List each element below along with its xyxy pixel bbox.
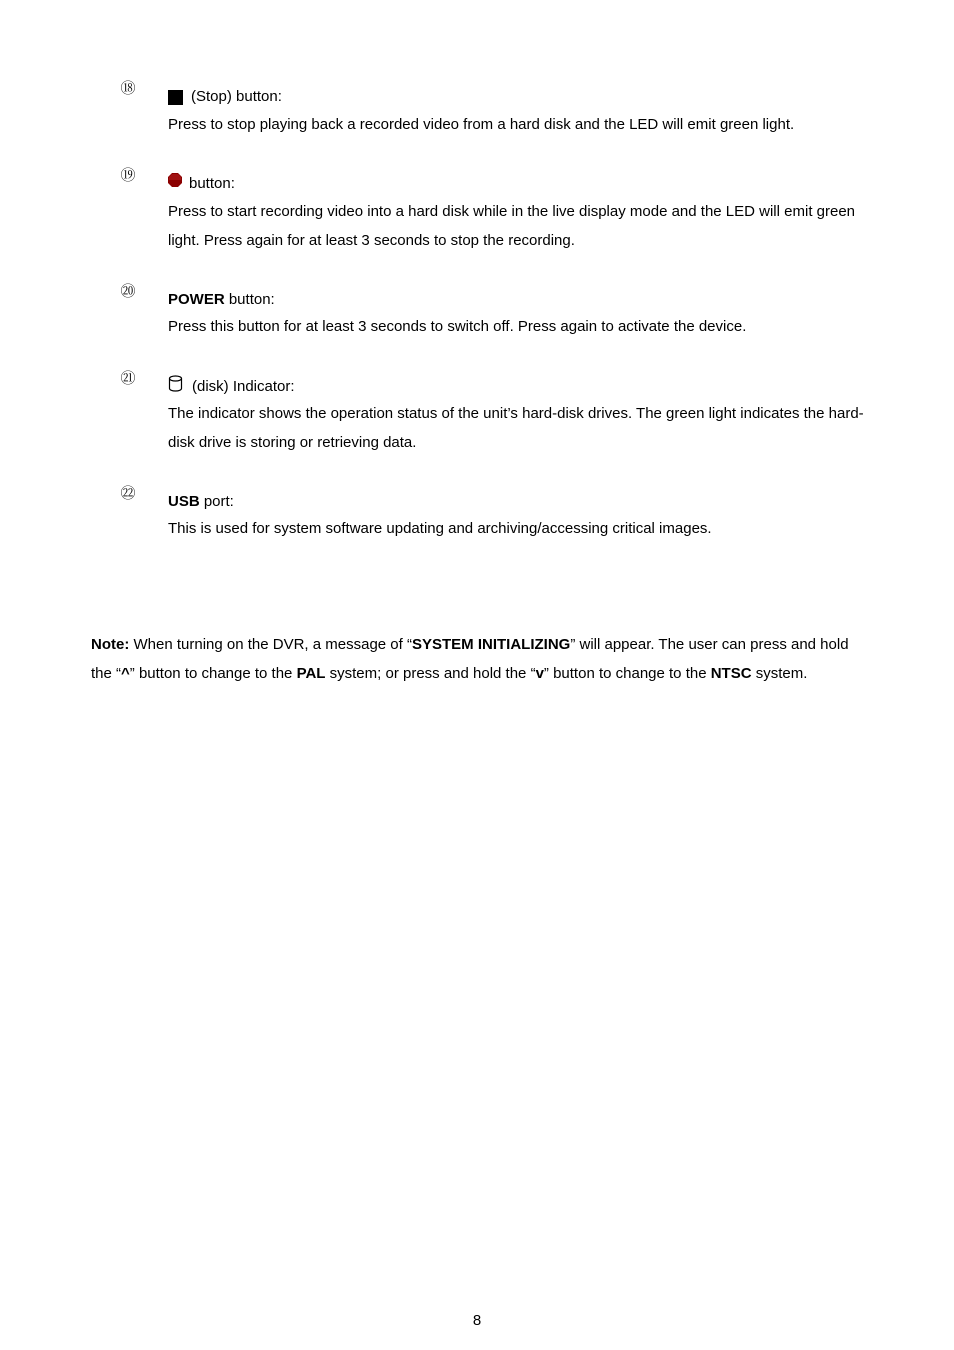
note-bold-pal: PAL xyxy=(296,665,326,682)
note-bold-v: v xyxy=(535,665,544,682)
item-title: button: xyxy=(224,291,275,308)
record-dot-icon xyxy=(168,173,182,187)
item-number: ㉑ xyxy=(120,370,136,387)
item-title: port: xyxy=(199,493,234,510)
item-title: (Stop) button: xyxy=(191,88,282,105)
note-text: ” button to change to the xyxy=(543,665,711,682)
item-number: ⑱ xyxy=(120,80,136,97)
item-title: (disk) Indicator: xyxy=(192,378,295,395)
item-description: Press to start recording video into a hard disk while in the live display mode and the LED will emit green light. Press again for at least 3 seconds to stop the recording. xyxy=(168,203,856,249)
note-paragraph xyxy=(91,630,871,688)
item-description: Press this button for at least 3 seconds to switch off. Press again to activate the device. xyxy=(168,318,747,335)
item-description: The indicator shows the operation status of the unit’s hard-disk drives. The green light indicates the hard-disk drive is storing or retrieving data. xyxy=(168,405,864,451)
disk-icon xyxy=(168,375,183,392)
item-heading xyxy=(168,88,282,106)
item-heading xyxy=(168,175,235,193)
item-number: ⑳ xyxy=(120,283,136,300)
note-bold-caret: ^ xyxy=(121,665,130,682)
item-number: ⑲ xyxy=(120,167,136,184)
note-label: Note: xyxy=(91,636,130,653)
item-heading xyxy=(168,291,275,309)
item-heading xyxy=(168,493,234,511)
item-title: button: xyxy=(189,175,235,192)
note-text: system. xyxy=(751,665,808,682)
item-description: This is used for system software updating and archiving/accessing critical images. xyxy=(168,520,712,537)
note-text: When turning on the DVR, a message of “ xyxy=(129,636,412,653)
item-number: ㉒ xyxy=(120,485,136,502)
note-text: ” button to change to the xyxy=(129,665,297,682)
stop-square-icon xyxy=(168,90,183,105)
page-number: 8 xyxy=(472,1312,482,1329)
item-title-bold: USB xyxy=(168,493,200,510)
note-text: system; or press and hold the “ xyxy=(325,665,536,682)
note-bold-system-initializing: SYSTEM INITIALIZING xyxy=(411,636,571,653)
note-text: ” will appear. The user can press and hold the “ xyxy=(91,636,849,682)
item-title-bold: POWER xyxy=(168,291,225,308)
note-bold-ntsc: NTSC xyxy=(710,665,752,682)
item-heading xyxy=(168,378,295,396)
item-description: Press to stop playing back a recorded video from a hard disk and the LED will emit green light. xyxy=(168,116,795,133)
